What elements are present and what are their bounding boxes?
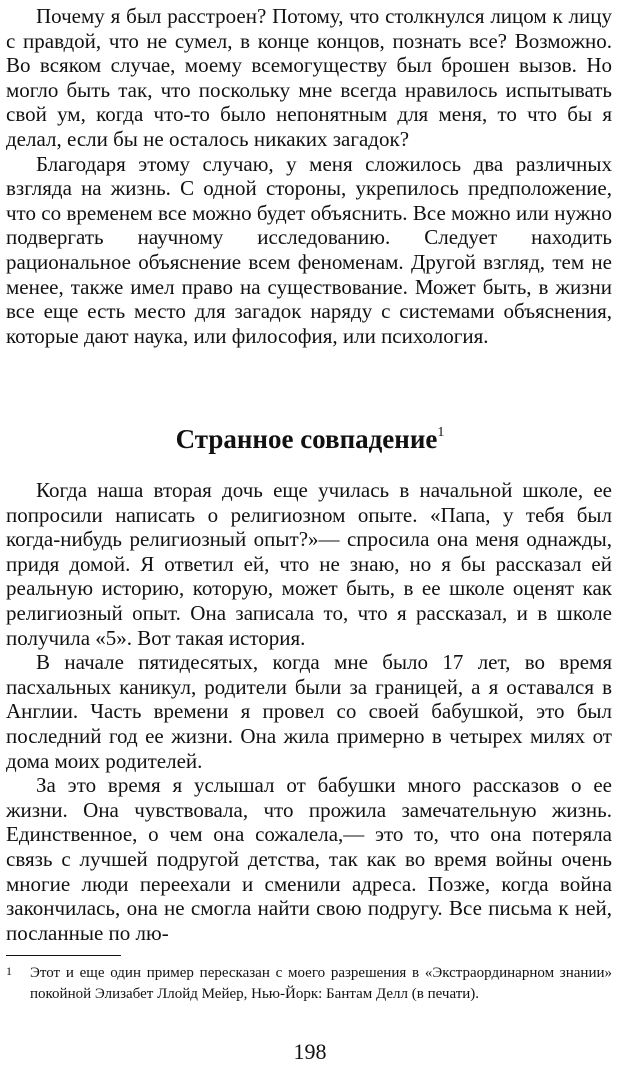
paragraph: Благодаря этому случаю, у меня сложилось два различных взгляда на жизнь. С одной стороны, укрепилось предположение, что со временем все можно будет объяснить. Все можно или нужно подвергать научному исследованию. Следует находить рациональное объяснение всем феноменам. Другой взгляд, тем не менее, также имел право на существование. Может быть, в жизни все еще есть место для загадок наряду с системами объяснения, которые дают наука, или философия, или психология.	[6, 151, 612, 348]
paragraph: За это время я услышал от бабушки много рассказов о ее жизни. Она чувствовала, что прожила замечательную жизнь. Единственное, о чем она сожалела,— это то, что она потеряла связь с лучшей подругой детства, так как во время войны очень многие люди переехали и сменили адреса. Позже, когда война закончилась, она не смогла найти свою подругу. Все письма к ней, посланные по лю-	[6, 773, 612, 945]
page-number: 198	[293, 1039, 327, 1064]
footnote-marker: 1	[6, 964, 12, 978]
footnote-reference[interactable]: 1	[437, 425, 445, 440]
footnote-text: Этот и еще один пример пересказан с моего разрешения в «Экстраординарном знании» покойной Элизабет Ллойд Мейер, Нью-Йорк: Бантам Делл (в печати).	[30, 965, 612, 1002]
section-heading	[0, 422, 620, 456]
section-body	[6, 478, 612, 945]
paragraph: Почему я был расстроен? Потому, что столкнулся лицом к лицу с правдой, что не сумел, в конце концов, познать все? Возможно. Во всяком случае, моему всемогуществу был брошен вызов. Но могло быть так, что поскольку мне всегда нравилось испытывать свой ум, когда что-то было непонятным для меня, то что бы я делал, если бы не осталось никаких загадок?	[6, 4, 612, 151]
section-title: Странное совпадение	[175, 424, 438, 454]
footnote	[6, 963, 612, 1005]
footnote-divider	[6, 955, 121, 956]
paragraph: В начале пятидесятых, когда мне было 17 лет, во время пасхальных каникул, родители были за границей, а я оставался в Англии. Часть времени я провел со своей бабушкой, это был последний год ее жизни. Она жила примерно в четырех милях от дома моих родителей.	[6, 650, 612, 773]
continued-text	[6, 4, 612, 348]
paragraph: Когда наша вторая дочь еще училась в начальной школе, ее попросили написать о религиозном опыте. «Папа, у тебя был когда-нибудь религиозный опыт?»— спросила она меня однажды, придя домой. Я ответил ей, что не знаю, но я бы рассказал ей реальную историю, которую, может быть, в ее школе оценят как религиозный опыт. Она записала то, что я рассказал, и в школе получила «5». Вот такая история.	[6, 478, 612, 650]
